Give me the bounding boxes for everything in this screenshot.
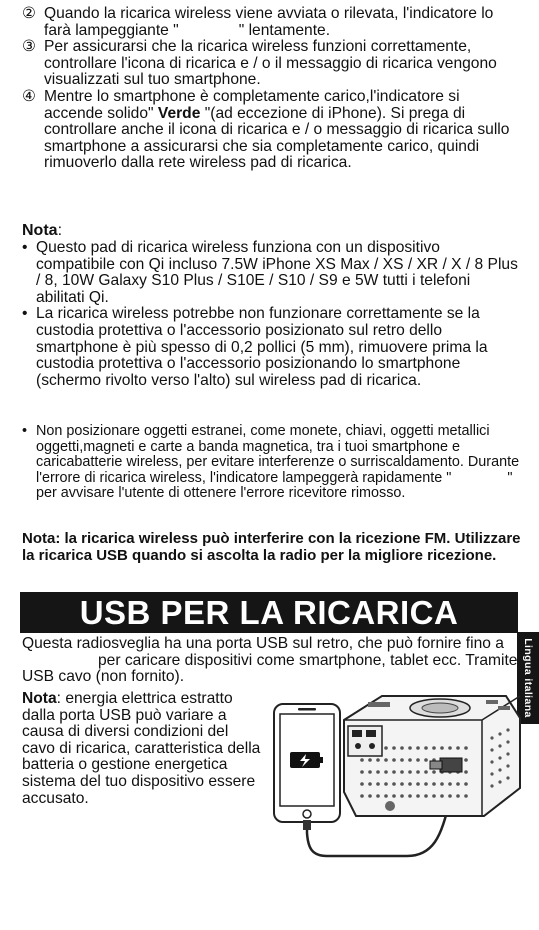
steps-list [22,6,522,172]
charging-illustration [272,688,522,860]
step-4 [22,89,522,172]
step-text: Per assicurarsi che la ricarica wireless funzioni correttamente, controllare l'icona di ricarica e / o il messaggio di ricarica vengono visualizzati sul tuo smartphone. [44,38,497,89]
step-text-b: " lentamente. [238,21,331,39]
step-bold-green: Verde [157,104,201,122]
language-tab-label: Lingua italiana [522,638,534,718]
nota-bullets [22,240,522,389]
usb-paragraph-a: Questa radiosveglia ha una porta USB sul retro, che può fornire fino a [22,635,504,652]
smartphone-icon [274,704,340,822]
phone-and-radio-illustration [272,688,522,860]
step-2 [22,6,522,39]
bullet-dot: • [22,239,28,256]
step-number: ④ [22,87,36,105]
bullet-text: Questo pad di ricarica wireless funziona con un dispositivo compatibile con Qi incluso 7.5W iPhone XS Max / XS / XR / X / 8 Plus / 8, 10W Galaxy S10 Plus / S10E / S10 / S9 e 5W tutti i telefoni abilitati Qi. [36,239,518,306]
bullet-dot: • [22,423,28,439]
bullet-text: La ricarica wireless potrebbe non funzionare correttamente se la custodia protettiva o l'accessorio posizionato sul retro dello smartphone è più spesso di 0,2 pollici (5 mm), rimuovere prima la custodia protettiva o l'accessorio posizionando lo smartphone (schermo rivolto verso l'alto) sul wireless pad di ricarica. [36,305,488,389]
step-text-b: "(ad eccezione di iPhone). Si prega di controllare anche il icona di ricarica e / o messaggio di ricarica sullo smartphone a assicurarsi che sia completamente carico, quindi rimuoverlo dalla rete wireless pad di ricarica. [44,104,510,172]
step-text-a: Mentre lo smartphone è completamente carico,l'indicatore si accende solido" [44,87,460,122]
bullet-text-b: " per avvisare l'utente di ottenere l'errore ricevitore rimosso. [36,469,513,502]
fm-note: Nota: la ricarica wireless può interferire con la ricezione FM. Utilizzare la ricarica USB quando si ascolta la radio per la migliore ricezione. [22,530,521,564]
bullet-item-3 [22,424,522,502]
usb-note-text: : energia elettrica estratto dalla porta USB può variare a causa di diversi condizioni del cavo di ricarica, caratteristica della batteria o gestione energetica sistema del tuo dispositivo essere accusato. [22,690,261,807]
bullet-dot: • [22,305,28,323]
step-number: ② [22,5,36,22]
nota-heading [22,222,522,240]
usb-note [22,691,262,807]
step-number: ③ [22,38,36,56]
bullet-text [36,424,522,502]
section-title: USB PER LA RICARICA [20,592,518,633]
bullet-item [22,240,522,306]
step-text-a: Quando la ricarica wireless viene avviata o rilevata, l'indicatore lo farà lampeggiante " [44,5,494,39]
bullet-item [22,306,522,389]
step-text [44,6,522,39]
bullet-text-a: Non posizionare oggetti estranei, come monete, chiavi, oggetti metallici oggetti,magneti e carte a banda magnetica, tra i tuoi smartphone e caricabatterie wireless, per evitare interferenze o surriscaldamento. Durante l'errore di ricarica wireless, l'indicatore lampeggerà rapidamente " [36,423,520,486]
usb-note-label: Nota [22,690,57,707]
radio-alarm-icon [344,696,520,816]
nota-colon: : [57,222,63,239]
step-3 [22,39,522,89]
step-text [44,89,522,172]
usb-paragraph-b: per caricare dispositivi come smartphone, tablet ecc. Tramite USB cavo (non fornito). [22,651,518,686]
nota-label: Nota [22,222,58,239]
usb-paragraph [22,636,520,686]
